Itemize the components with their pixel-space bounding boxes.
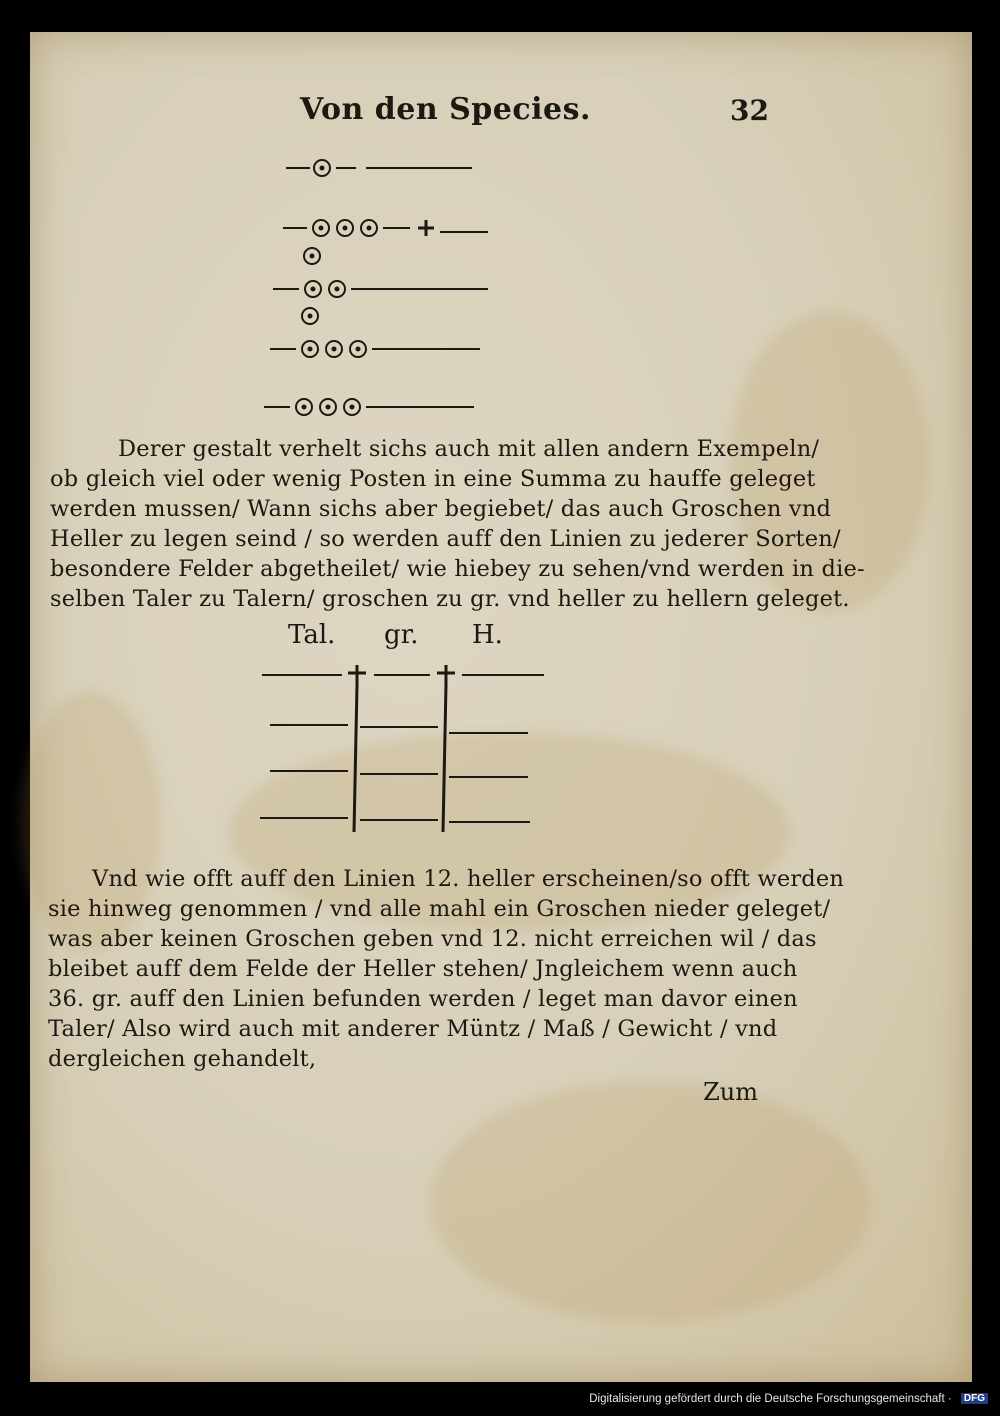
column-label-heller: H. <box>472 620 503 650</box>
text-line: 36. gr. auff den Linien befunden werden / leget man davor einen <box>48 986 798 1012</box>
footer-credit-text: Digitalisierung gefördert durch die Deutsche Forschungsgemeinschaft · <box>589 1393 952 1405</box>
text-line: Derer gestalt verhelt sichs auch mit allen andern Exempeln/ <box>118 436 820 462</box>
column-label-groschen: gr. <box>384 620 419 650</box>
text-line: Vnd wie offt auff den Linien 12. heller erscheinen/so offt werden <box>92 866 845 892</box>
text-line: dergleichen gehandelt, <box>48 1046 317 1072</box>
catchword: Zum <box>703 1078 758 1106</box>
text-line: besondere Felder abgetheilet/ wie hiebey zu sehen/vnd werden in die- <box>50 556 865 582</box>
text-line: was aber keinen Groschen geben vnd 12. nicht erreichen wil / das <box>48 926 817 952</box>
page-number: 32 <box>730 94 769 127</box>
text-line: Heller zu legen seind / so werden auff den Linien zu jederer Sorten/ <box>50 526 841 552</box>
dfg-logo: DFG <box>961 1393 988 1404</box>
text-line: selben Taler zu Talern/ groschen zu gr. vnd heller zu hellern geleget. <box>50 586 850 612</box>
footer-credit <box>0 1393 988 1405</box>
text-line: bleibet auff dem Felde der Heller stehen/ Jngleichem wenn auch <box>48 956 798 982</box>
text-line: ob gleich viel oder wenig Posten in eine Summa zu hauffe geleget <box>50 466 816 492</box>
text-line: Taler/ Also wird auch mit anderer Müntz / Maß / Gewicht / vnd <box>48 1016 778 1042</box>
running-title: Von den Species. <box>300 92 591 127</box>
text-line: werden mussen/ Wann sichs aber begiebet/ das auch Groschen vnd <box>50 496 832 522</box>
column-label-taler: Tal. <box>288 620 336 650</box>
text-line: sie hinweg genommen / vnd alle mahl ein Groschen nieder geleget/ <box>48 896 831 922</box>
